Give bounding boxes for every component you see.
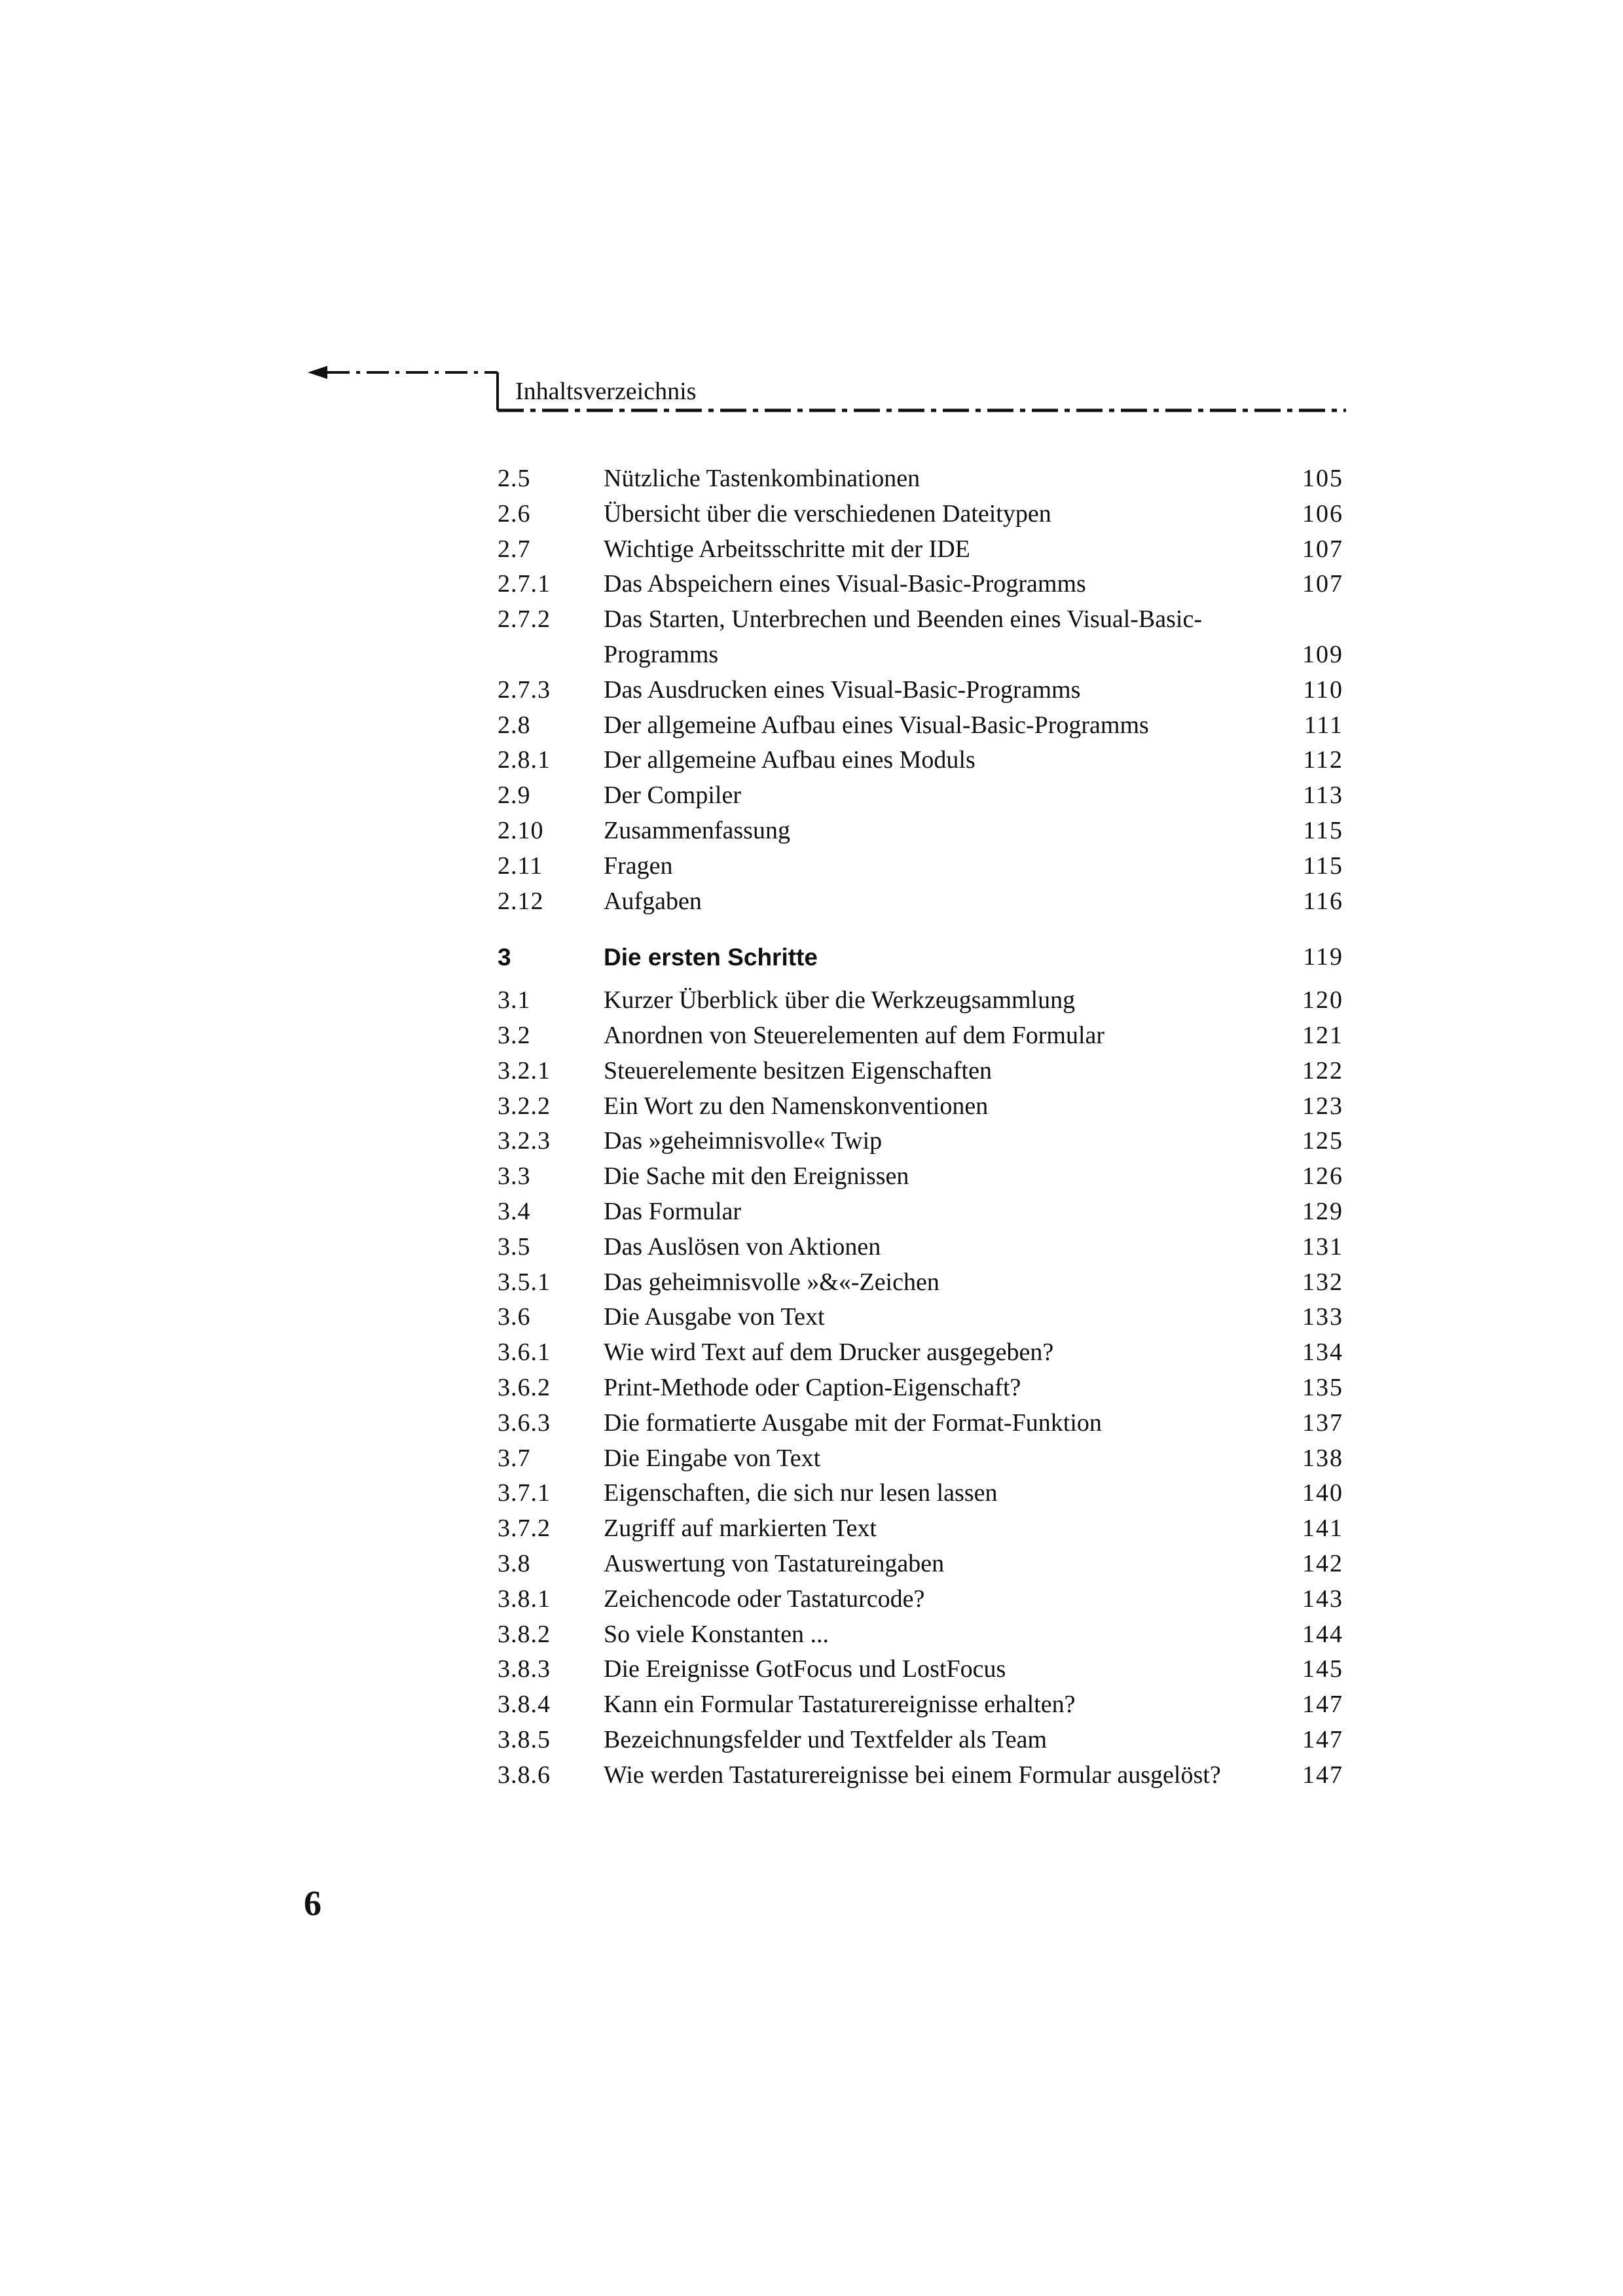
toc-entry [498,814,1349,849]
toc-entry-title: Wie wird Text auf dem Drucker ausgegeben? [604,1338,1054,1367]
toc-entry-page: 143 [1302,1585,1343,1613]
toc-entry-page: 135 [1302,1373,1343,1401]
toc-entry [498,1194,1349,1230]
toc-entry-title: Der Compiler [604,781,742,810]
toc-entry [498,743,1349,778]
toc-entry-number: 2.5 [498,465,531,492]
toc-entry-page: 106 [1302,499,1343,528]
toc-entry-number: 3.1 [498,986,531,1014]
toc-entry [498,849,1349,884]
toc-entry [498,1617,1349,1653]
toc-entry-title: Print-Methode oder Caption-Eigenschaft? [604,1373,1021,1401]
toc-entry [498,497,1349,532]
toc-entry [498,1054,1349,1089]
toc-entry-title: Steuerelemente besitzen Eigenschaften [604,1056,992,1085]
toc-entry-number: 2.9 [498,781,531,810]
toc-entry-number: 2.6 [498,499,531,528]
toc-entry-number: 3.7 [498,1444,531,1472]
toc-entry-number: 3.4 [498,1197,531,1225]
toc-entry [498,1018,1349,1054]
toc-entry-page: 133 [1302,1303,1343,1331]
toc-entry [498,1687,1349,1723]
toc-entry-title: Bezeichnungsfelder und Textfelder als Team [604,1725,1048,1753]
toc-entry-page: 112 [1303,746,1343,774]
toc-entry-title: Der allgemeine Aufbau eines Moduls [604,746,976,774]
toc-entry-title: Die Ereignisse GotFocus und LostFocus [604,1655,1006,1683]
toc-entry [498,1441,1349,1477]
toc-entry [498,567,1349,602]
toc-entry-number: 3.6.1 [498,1338,551,1367]
toc-entry [498,884,1349,920]
toc-entry [498,461,1349,497]
toc-entry-page: 141 [1302,1515,1343,1543]
toc-entry-number: 3.7.1 [498,1479,551,1507]
toc-entry-number: 2.8 [498,711,531,739]
toc-entry-page: 105 [1302,465,1343,492]
toc-entry-title: Das Abspeichern eines Visual-Basic-Programms [604,570,1086,598]
toc-entry-title: Zeichencode oder Tastaturcode? [604,1585,925,1613]
toc-entry-title: Ein Wort zu den Namenskonventionen [604,1092,989,1120]
toc-entry-page: 126 [1302,1162,1343,1191]
table-of-contents [498,461,1349,1793]
toc-entry-title: Das Ausdrucken eines Visual-Basic-Programms [604,675,1081,704]
toc-entry-page: 120 [1302,986,1343,1014]
toc-entry-page: 137 [1302,1408,1343,1437]
toc-entry [498,983,1349,1018]
toc-entry-title: Nützliche Tastenkombinationen [604,465,921,492]
toc-entry-page: 129 [1302,1197,1343,1225]
toc-entry-title: So viele Konstanten ... [604,1620,830,1648]
toc-entry-number: 3.6.2 [498,1373,551,1401]
toc-entry-page: 123 [1302,1092,1343,1120]
toc-entry-page: 134 [1302,1338,1343,1367]
toc-entry-page: 138 [1302,1444,1343,1472]
toc-entry-title: Fragen [604,852,673,880]
toc-entry [498,1406,1349,1441]
toc-entry-number: 2.7.3 [498,675,551,704]
toc-entry [498,532,1349,567]
toc-entry-page: 109 [1302,640,1343,668]
toc-entry-title: Aufgaben [604,887,702,915]
toc-entry-page: 147 [1302,1691,1343,1719]
toc-entry-page: 111 [1304,711,1343,739]
toc-entry-title: Auswertung von Tastatureingaben [604,1549,945,1577]
header-rule-graphic [308,357,1355,422]
toc-entry [498,673,1349,708]
toc-entry-title: Zugriff auf markierten Text [604,1515,877,1543]
toc-entry-page: 115 [1303,816,1343,844]
toc-entry [498,708,1349,744]
toc-entry [498,1547,1349,1582]
toc-entry [498,1159,1349,1194]
toc-entry-title: Anordnen von Steuerelementen auf dem Formular [604,1021,1105,1049]
toc-entry-number: 3.2.2 [498,1092,551,1120]
toc-entry-page: 147 [1302,1761,1343,1789]
toc-entry-number: 2.7.1 [498,570,551,598]
toc-entry-number: 3.8.6 [498,1761,551,1789]
toc-entry-number: 3.8.1 [498,1585,551,1613]
toc-entry [498,1758,1349,1793]
toc-entry [498,1089,1349,1124]
toc-entry-page: 125 [1302,1127,1343,1155]
toc-entry-number: 3.8.2 [498,1620,551,1648]
toc-entry-page: 107 [1302,570,1343,598]
toc-entry-number: 2.11 [498,852,543,880]
toc-entry [498,1511,1349,1547]
toc-entry-number: 3.6 [498,1303,531,1331]
toc-entry-number: 2.7.2 [498,605,551,634]
toc-entry [498,1652,1349,1687]
toc-entry-title: Kann ein Formular Tastaturereignisse erhalten? [604,1691,1076,1719]
toc-entry-page: 122 [1302,1056,1343,1085]
toc-entry-number: 3.6.3 [498,1408,551,1437]
toc-entry-page: 147 [1302,1725,1343,1753]
toc-entry-title: Kurzer Überblick über die Werkzeugsammlung [604,986,1076,1014]
toc-entry-title: Die Sache mit den Ereignissen [604,1162,909,1191]
toc-entry-page: 119 [1303,943,1343,971]
toc-entry-number: 2.7 [498,535,531,563]
toc-entry-title: Das »geheimnisvolle« Twip [604,1127,883,1155]
toc-entry-title: Wichtige Arbeitsschritte mit der IDE [604,535,970,563]
toc-entry-number: 3.7.2 [498,1515,551,1543]
toc-entry-number: 3.5.1 [498,1268,551,1296]
toc-entry-number: 3.5 [498,1232,531,1261]
toc-entry-title: Die formatierte Ausgabe mit der Format-Funktion [604,1408,1102,1437]
toc-entry [498,1265,1349,1300]
toc-entry-page: 113 [1303,781,1343,810]
toc-entry-title: Wie werden Tastaturereignisse bei einem Formular ausgelöst? [604,1761,1221,1789]
toc-entry-number: 3.2.1 [498,1056,551,1085]
toc-entry-number: 3.8 [498,1549,531,1577]
toc-entry-number: 2.10 [498,816,544,844]
running-header-title: Inhaltsverzeichnis [515,378,697,405]
toc-chapter-heading [498,940,1349,975]
toc-entry-number: 3 [498,944,512,971]
toc-entry-title: Das Auslösen von Aktionen [604,1232,881,1261]
toc-entry-number: 2.12 [498,887,544,915]
toc-entry-number: 3.8.3 [498,1655,551,1683]
toc-entry-title: Das geheimnisvolle »&«-Zeichen [604,1268,939,1296]
toc-entry [498,602,1349,673]
toc-entry-page: 144 [1302,1620,1343,1648]
page-number: 6 [304,1884,321,1923]
toc-entry [498,1124,1349,1159]
toc-entry-page: 140 [1302,1479,1343,1507]
toc-entry-title: Eigenschaften, die sich nur lesen lassen [604,1479,998,1507]
toc-entry-title: Der allgemeine Aufbau eines Visual-Basic-Programms [604,711,1149,739]
toc-entry [498,1300,1349,1335]
toc-entry [498,778,1349,814]
toc-entry-page: 110 [1303,675,1343,704]
toc-entry-number: 2.8.1 [498,746,551,774]
toc-entry-page: 121 [1302,1021,1343,1049]
toc-entry-page: 116 [1303,887,1343,915]
toc-entry-title: Übersicht über die verschiedenen Dateitypen [604,499,1051,528]
toc-entry-page: 145 [1302,1655,1343,1683]
toc-entry-page: 142 [1302,1549,1343,1577]
toc-entry-number: 3.2.3 [498,1127,551,1155]
toc-entry-number: 3.3 [498,1162,531,1191]
toc-entry-title: Die Ausgabe von Text [604,1303,825,1331]
toc-entry-page: 132 [1302,1268,1343,1296]
toc-entry-number: 3.2 [498,1021,531,1049]
toc-entry [498,1230,1349,1265]
toc-entry-title: Das Formular [604,1197,742,1225]
toc-entry-title: Zusammenfassung [604,816,790,844]
toc-entry [498,1476,1349,1511]
toc-entry-number: 3.8.4 [498,1691,551,1719]
toc-entry-page: 115 [1303,852,1343,880]
toc-entry-title: Die ersten Schritte [604,944,818,971]
toc-entry-title: Die Eingabe von Text [604,1444,821,1472]
toc-entry [498,1371,1349,1406]
toc-entry-title: Das Starten, Unterbrechen und Beenden eines Visual-Basic-Programms [604,605,1203,668]
toc-entry [498,1723,1349,1758]
toc-entry-page: 131 [1302,1232,1343,1261]
toc-entry-number: 3.8.5 [498,1725,551,1753]
toc-entry [498,1335,1349,1371]
arrow-left-icon [308,366,327,379]
toc-entry [498,1582,1349,1617]
toc-entry-page: 107 [1302,535,1343,563]
